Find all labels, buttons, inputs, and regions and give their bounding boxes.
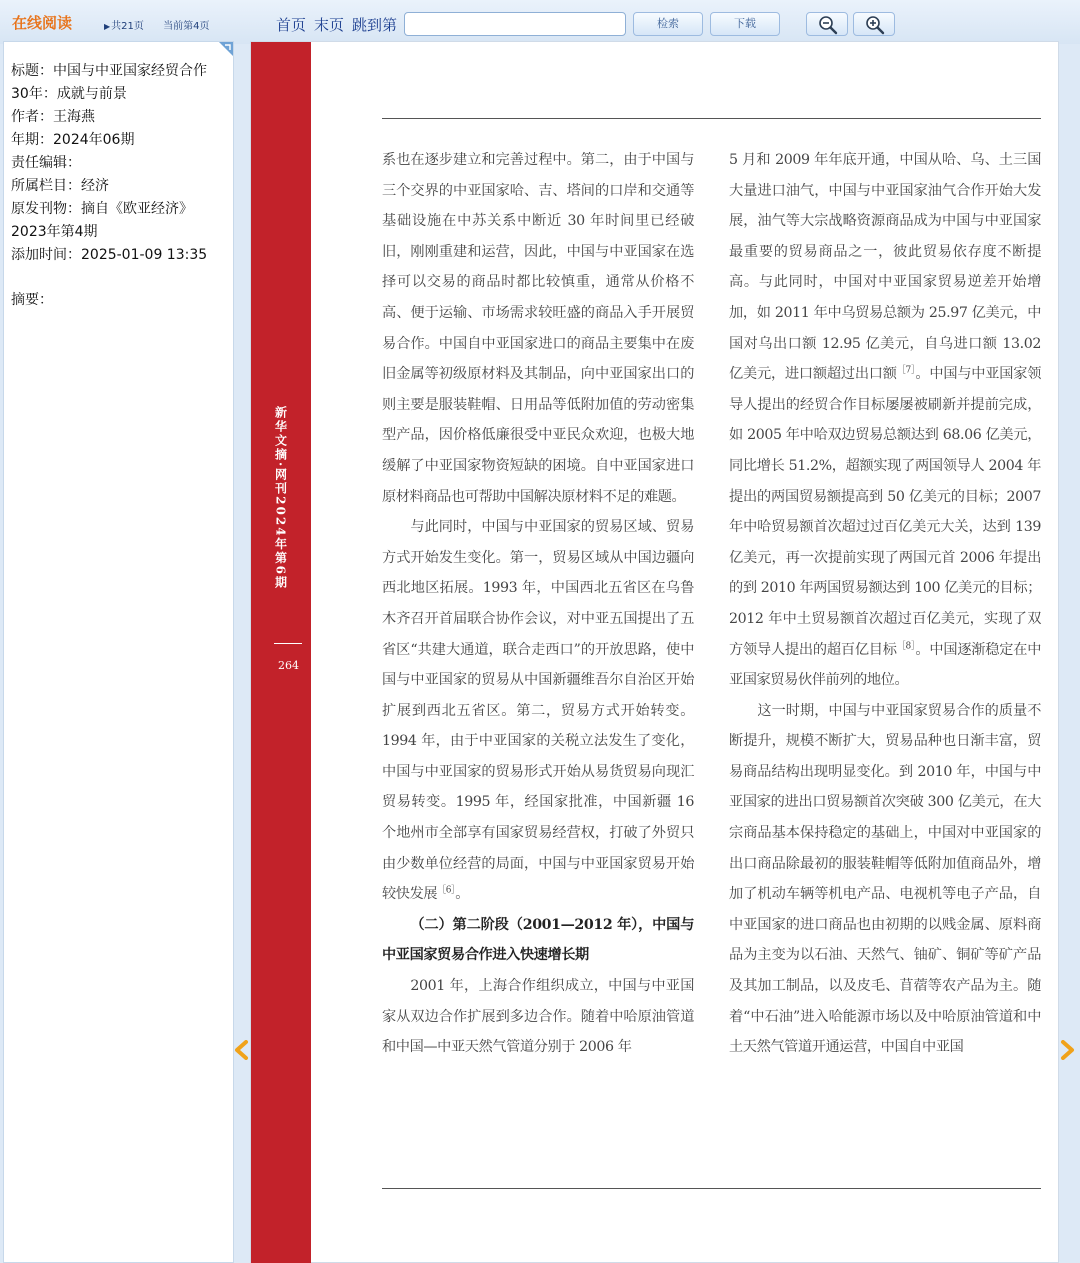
paragraph: 5 月和 2009 年年底开通，中国从哈、乌、土三国大量进口油气，中国与中亚国家油气合作开始大发展，油气等大宗战略资源商品成为中国与中亚国家最重要的贸易商品之一，彼此贸易依存度不断提高。与此同时，中国对中亚国家贸易逆差开始增加，如 2011 年中乌贸易总额为 25.97 亿美元，中国对乌出口额 12.95 亿美元，自乌进口额 13.02 亿美元，进口额超过出口额$^{[7]}$。中国与中亚国家领导人提出的经贸合作目标屡屡被刷新并提前完成，如 2005 年中哈双边贸易总额达到 68.06 亿美元，同比增长 51.2%，超额实现了两国领导人 2004 年提出的两国贸易额提高到 50 亿美元的目标；2007 年中哈贸易额首次超过过百亿美元大关，达到 139 亿美元，再一次提前实现了两国元首 2006 年提出的到 2010 年两国贸易额达到 100 亿美元的目标；2012 年中土贸易额首次超过百亿美元，实现了双方领导人提出的超百亿目标$^{[8]}$。中国逐渐稳定在中亚国家贸易伙伴前列的地位。 (729, 152, 1042, 689)
total-pages: ▶共21页 (104, 21, 144, 32)
meta-abstract: 摘要： (11, 292, 53, 308)
section-heading: （二）第二阶段（2001—2012 年），中国与中亚国家贸易合作进入快速增长期 (382, 916, 694, 964)
zoom-out-icon (818, 15, 838, 35)
bottom-rule (382, 1188, 1041, 1189)
citation-ref: ［7］ (896, 365, 916, 376)
top-rule (382, 118, 1041, 119)
zoom-out-button[interactable] (806, 12, 848, 36)
search-button[interactable]: 检索 (633, 12, 703, 36)
spine-divider (274, 643, 302, 644)
download-button[interactable]: 下载 (710, 12, 780, 36)
meta-author: 作者：王海燕 (11, 109, 95, 125)
collapse-panel-icon[interactable] (219, 42, 233, 56)
text-column-right (729, 145, 1041, 1063)
article-meta (11, 60, 231, 312)
zoom-in-button[interactable] (853, 12, 895, 36)
last-page-link[interactable]: 末页 (314, 16, 345, 34)
first-page-link[interactable]: 首页 (276, 16, 307, 34)
jump-page-input[interactable] (404, 12, 626, 36)
page-number: 264 (278, 659, 299, 672)
paragraph: 这一时期，中国与中亚国家贸易合作的质量不断提升，规模不断扩大，贸易品种也日渐丰富，贸易商品结构出现明显变化。到 2010 年，中国与中亚国家的进出口贸易额首次突破 300 亿美元，在大宗商品基本保持稳定的基础上，中国对中亚国家的出口商品除最初的服装鞋帽等低附加值商品外，增加了机动车辆等机电产品、电视机等电子产品，自中亚国家的进口商品也由初期的以贱金属、原料商品为主变为以石油、天然气、铀矿、铜矿等矿产品及其加工制品，以及皮毛、苜蓿等农产品为主。随着“中石油”进入哈能源市场以及中哈原油管道和中土天然气管道开通运营，中国自中亚国 (729, 702, 1041, 1056)
article-info-panel (3, 41, 234, 1263)
chevron-right-icon[interactable] (1058, 1040, 1078, 1060)
brand-title: 在线阅读 (12, 14, 73, 32)
current-page: 当前第4页 (163, 21, 210, 32)
paragraph: 2001 年，上海合作组织成立，中国与中亚国家从双边合作扩展到多边合作。随着中哈原油管道和中国—中亚天然气管道分别于 2006 年 (382, 978, 694, 1056)
paragraph: 系也在逐步建立和完善过程中。第二，由于中国与三个交界的中亚国家哈、吉、塔间的口岸和交通等基础设施在中苏关系中断近 30 年时间里已经破旧，刚刚重建和运营，因此，中国与中亚国家在选择可以交易的商品时都比较慎重，通常从价格不高、便于运输、市场需求较旺盛的商品入手开展贸易合作。中国自中亚国家进口的商品主要集中在废旧金属等初级原材料及其制品，向中亚国家出口的则主要是服装鞋帽、日用品等低附加值的劳动密集型产品，因价格低廉很受中亚民众欢迎，也极大地缓解了中亚国家物资短缺的困境。自中亚国家进口原材料商品也可帮助中国解决原材料不足的难题。 (382, 152, 694, 505)
toolbar (0, 0, 1080, 44)
meta-title: 标题：中国与中亚国家经贸合作 30年：成就与前景 (11, 63, 207, 102)
citation-ref: ［6］ (437, 885, 456, 896)
paragraph: 与此同时，中国与中亚国家的贸易区域、贸易方式开始发生变化。第一，贸易区域从中国边疆向西北地区拓展。1993 年，中国西北五省区在乌鲁木齐召开首届联合协作会议，对中亚五国提出了五省区“共建大通道，联合走西口”的开放思路，使中国与中亚国家的贸易从中国新疆维吾尔自治区开始扩展到西北五省区。第二，贸易方式开始转变。1994 年，由于中亚国家的关税立法发生了变化，中国与中亚国家的贸易形式开始从易货贸易向现汇贸易转变。1995 年，经国家批准，中国新疆 16 个地州市全部享有国家贸易经营权，打破了外贸只由少数单位经营的局面，中国与中亚国家贸易开始较快发展$^{[6]}$。 (382, 519, 694, 903)
meta-editor: 责任编辑： (11, 155, 81, 171)
jump-to-page-label: 跳到第 (352, 16, 398, 34)
page-viewer (250, 41, 1059, 1263)
citation-ref: ［8］ (896, 640, 916, 651)
meta-source: 原发刊物：摘自《欧亚经济》 2023年第4期 (11, 201, 193, 240)
meta-column: 所属栏目：经济 (11, 178, 109, 194)
chevron-left-icon[interactable] (231, 1040, 251, 1060)
zoom-in-icon (865, 15, 885, 35)
meta-added-time: 添加时间：2025-01-09 13:35 (11, 247, 208, 263)
triangle-right-icon: ▶ (104, 22, 111, 31)
journal-spine (251, 42, 311, 1263)
page-info (104, 17, 217, 32)
text-column-left (382, 145, 694, 1063)
spine-title: 新华文摘·网刊2024年第6期 (273, 406, 288, 590)
meta-issue: 年期：2024年06期 (11, 132, 135, 148)
